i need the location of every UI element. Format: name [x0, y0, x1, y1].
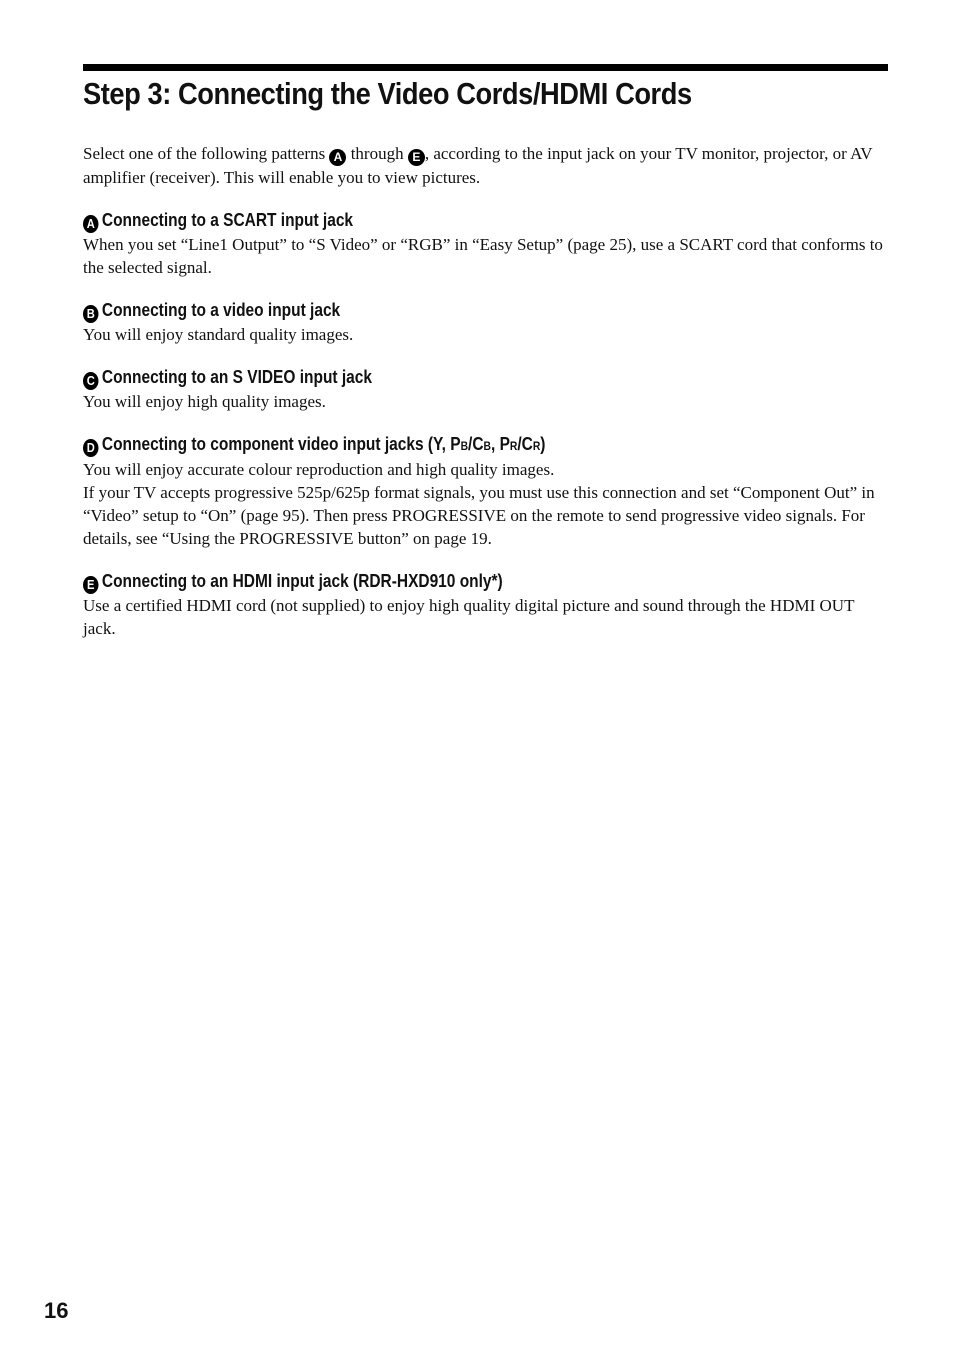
section-body: You will enjoy standard quality images.: [83, 325, 354, 344]
marker-d-icon: D: [83, 439, 98, 457]
heading-text: ): [540, 434, 546, 454]
marker-c-icon: C: [83, 372, 98, 390]
section-heading: [83, 432, 775, 458]
heading-subscript: R: [509, 439, 518, 453]
heading-text: Connecting to a SCART input jack: [101, 210, 354, 230]
section-body: If your TV accepts progressive 525p/625p format signals, you must use this connection and set “Component Out” in “Video” setup to “On” (page 95). Then press PROGRESSIVE on the remote to send progressive video signals. For details, see “Using the PROGRESSIVE button” on page 19.: [83, 483, 875, 548]
section-body: You will enjoy accurate colour reproduction and high quality images.: [83, 460, 555, 479]
page-title: Step 3: Connecting the Video Cords/HDMI Cords: [83, 76, 692, 111]
section-body: When you set “Line1 Output” to “S Video” or “RGB” in “Easy Setup” (page 25), use a SCART cord that conforms to the selected signal.: [83, 235, 883, 277]
intro-text: , according to the input jack on your TV monitor, projector, or AV amplifier (receiver). This will enable you to view pictures.: [83, 144, 873, 187]
intro-text: through: [346, 144, 408, 163]
section-hdmi: [83, 569, 888, 640]
heading-text: Connecting to a video input jack: [101, 300, 341, 320]
section-heading: [83, 365, 775, 390]
heading-text: /C: [468, 434, 484, 454]
section-heading: [83, 208, 775, 233]
top-rule: [83, 64, 888, 71]
heading-subscript: R: [532, 439, 541, 453]
heading-text: Connecting to component video input jacks (Y, P: [101, 434, 461, 454]
marker-a-icon: A: [83, 215, 98, 233]
section-body: You will enjoy high quality images.: [83, 392, 326, 411]
intro-text: Select one of the following patterns: [83, 144, 330, 163]
marker-e-icon: E: [83, 576, 98, 594]
marker-b-icon: B: [83, 305, 98, 323]
section-video: [83, 298, 888, 346]
section-s-video: [83, 365, 888, 413]
page-number: 16: [44, 1298, 69, 1323]
marker-a-icon: A: [329, 149, 346, 166]
heading-subscript: B: [460, 439, 469, 453]
heading-text: Connecting to an S VIDEO input jack: [101, 367, 372, 387]
intro-paragraph: [83, 142, 888, 189]
section-heading: [83, 569, 775, 594]
section-scart: [83, 208, 888, 279]
heading-subscript: B: [483, 439, 491, 453]
heading-text: /C: [517, 434, 533, 454]
main-content: [83, 142, 888, 659]
section-heading: [83, 298, 775, 323]
marker-e-icon: E: [408, 149, 425, 166]
heading-text: , P: [490, 434, 510, 454]
heading-text: Connecting to an HDMI input jack (RDR-HXD910 only*): [101, 571, 503, 591]
section-body: Use a certified HDMI cord (not supplied) to enjoy high quality digital picture and sound through the HDMI OUT jack.: [83, 596, 855, 638]
section-component: [83, 432, 888, 550]
